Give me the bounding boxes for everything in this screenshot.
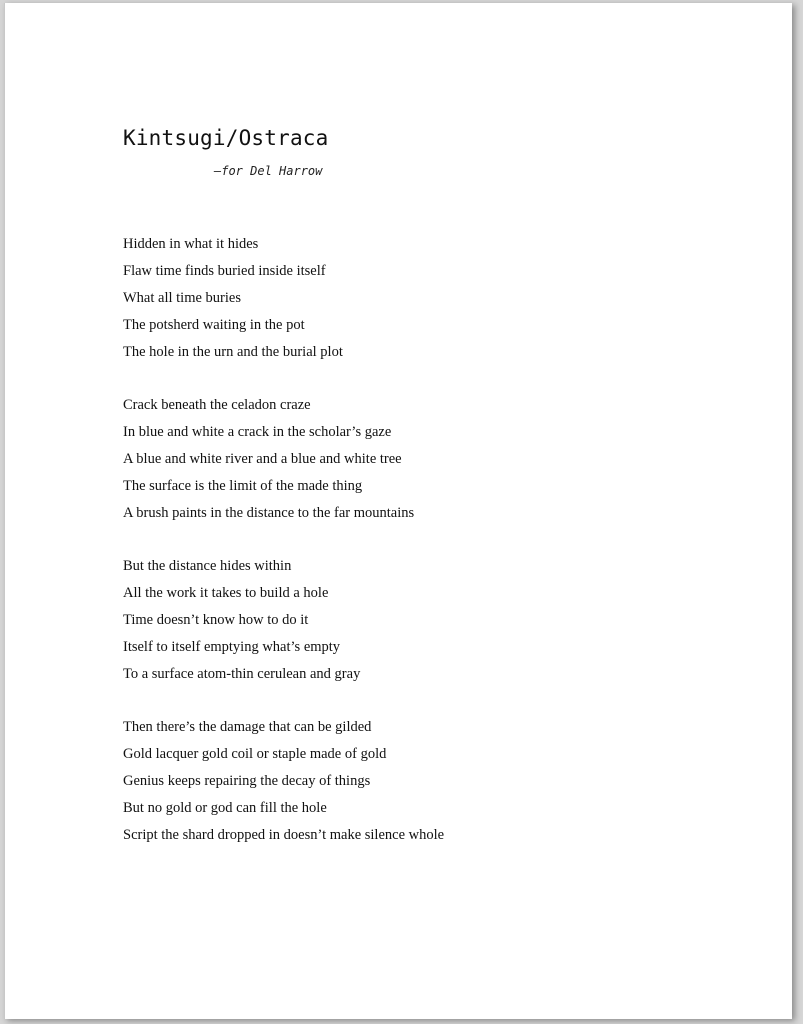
poem-line: But the distance hides within xyxy=(123,558,292,574)
stanza-3 xyxy=(123,553,743,688)
poem-line: Then there’s the damage that can be gilded xyxy=(123,719,372,735)
poem-line: To a surface atom-thin cerulean and gray xyxy=(123,666,361,682)
poem-line: A blue and white river and a blue and white tree xyxy=(123,451,402,467)
poem-line: Itself to itself emptying what’s empty xyxy=(123,639,341,655)
stanza-2 xyxy=(123,392,743,527)
poem-line: What all time buries xyxy=(123,290,241,306)
poem-line: The potsherd waiting in the pot xyxy=(123,317,305,333)
document-page xyxy=(4,3,792,1019)
poem-line: Flaw time finds buried inside itself xyxy=(123,263,326,279)
stanza-1 xyxy=(123,231,743,366)
poem-line: Hidden in what it hides xyxy=(123,236,259,252)
poem-dedication: —for Del Harrow xyxy=(214,164,323,178)
poem-line: But no gold or god can fill the hole xyxy=(123,800,327,816)
poem-title: Kintsugi/Ostraca xyxy=(123,126,329,150)
poem-line: All the work it takes to build a hole xyxy=(123,585,329,601)
poem-body xyxy=(123,231,743,875)
poem-line: Script the shard dropped in doesn’t make silence whole xyxy=(123,827,445,843)
poem-line: Time doesn’t know how to do it xyxy=(123,612,309,628)
poem-line: Crack beneath the celadon craze xyxy=(123,397,311,413)
poem-line: The hole in the urn and the burial plot xyxy=(123,344,343,360)
poem-line: Gold lacquer gold coil or staple made of gold xyxy=(123,746,387,762)
poem-line: The surface is the limit of the made thing xyxy=(123,478,363,494)
poem-line: In blue and white a crack in the scholar’s gaze xyxy=(123,424,392,440)
stanza-4 xyxy=(123,714,743,849)
poem-line: Genius keeps repairing the decay of things xyxy=(123,773,371,789)
poem-line: A brush paints in the distance to the far mountains xyxy=(123,505,415,521)
